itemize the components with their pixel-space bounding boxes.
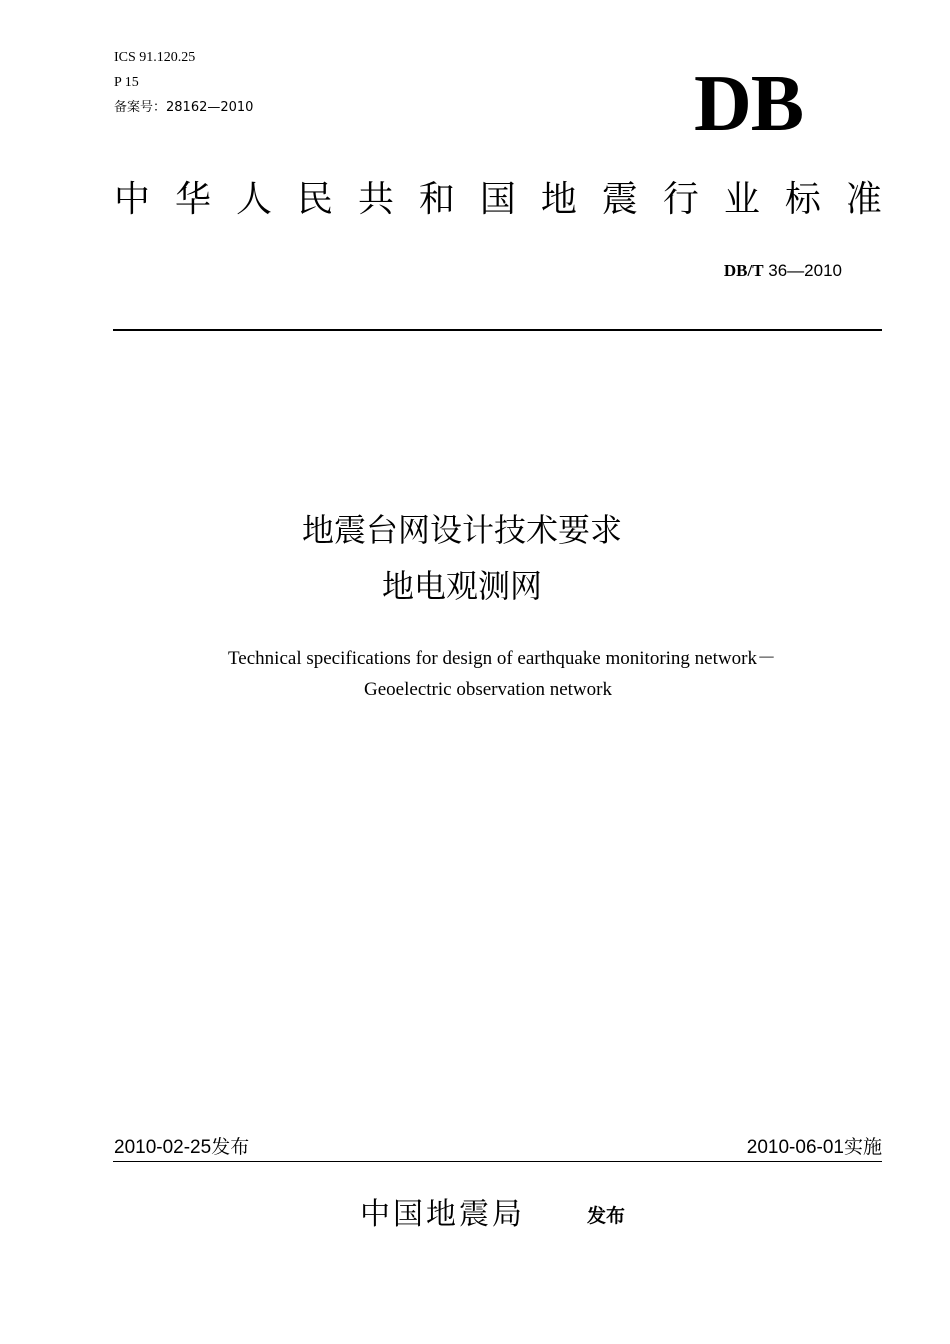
standard-type-char: 人 — [235, 179, 272, 220]
standard-type-char: 准 — [845, 179, 882, 220]
standard-type-char: 中 — [114, 179, 151, 220]
issuer-suffix: 发布 — [587, 1205, 626, 1227]
implementation-date-value: 2010-06-01 — [746, 1137, 844, 1158]
standard-type-char: 行 — [662, 179, 699, 220]
standard-type-char: 华 — [174, 179, 211, 220]
standard-number-value: 36—2010 — [763, 261, 842, 280]
standard-type-char: 标 — [784, 179, 821, 220]
db-logo: DB — [694, 60, 804, 148]
standard-type-char: 和 — [418, 179, 455, 220]
title-main-cn: 地震台网设计技术要求 — [301, 511, 622, 549]
standard-type-char: 地 — [540, 179, 577, 220]
ics-code: ICS 91.120.25 — [114, 50, 196, 65]
standard-type-char: 业 — [723, 179, 760, 220]
standard-type-char: 共 — [357, 179, 394, 220]
issue-date-label: 发布 — [211, 1136, 250, 1158]
implementation-date-label: 实施 — [843, 1136, 882, 1158]
issue-date-value: 2010-02-25 — [114, 1137, 212, 1158]
bottom-divider — [113, 1161, 882, 1162]
implementation-date — [747, 1135, 882, 1160]
title-sub-cn: 地电观测网 — [381, 567, 542, 605]
standard-type-char: 国 — [479, 179, 516, 220]
standard-type-char: 民 — [296, 179, 333, 220]
top-divider — [113, 329, 882, 331]
ccs-code: P 15 — [114, 75, 139, 90]
issuer-name: 中国地震局 — [360, 1197, 525, 1232]
title-en-line1: Technical specifications for design of earthquake monitoring network－ — [228, 648, 776, 669]
standard-type-char: 震 — [601, 179, 638, 220]
issue-date — [114, 1135, 249, 1160]
standard-number — [724, 260, 842, 282]
title-en-line2: Geoelectric observation network — [364, 679, 612, 700]
filing-number: 备案号：28162—2010 — [114, 100, 254, 115]
standard-code: DB/T — [723, 261, 764, 280]
standard-type-heading — [114, 178, 882, 222]
